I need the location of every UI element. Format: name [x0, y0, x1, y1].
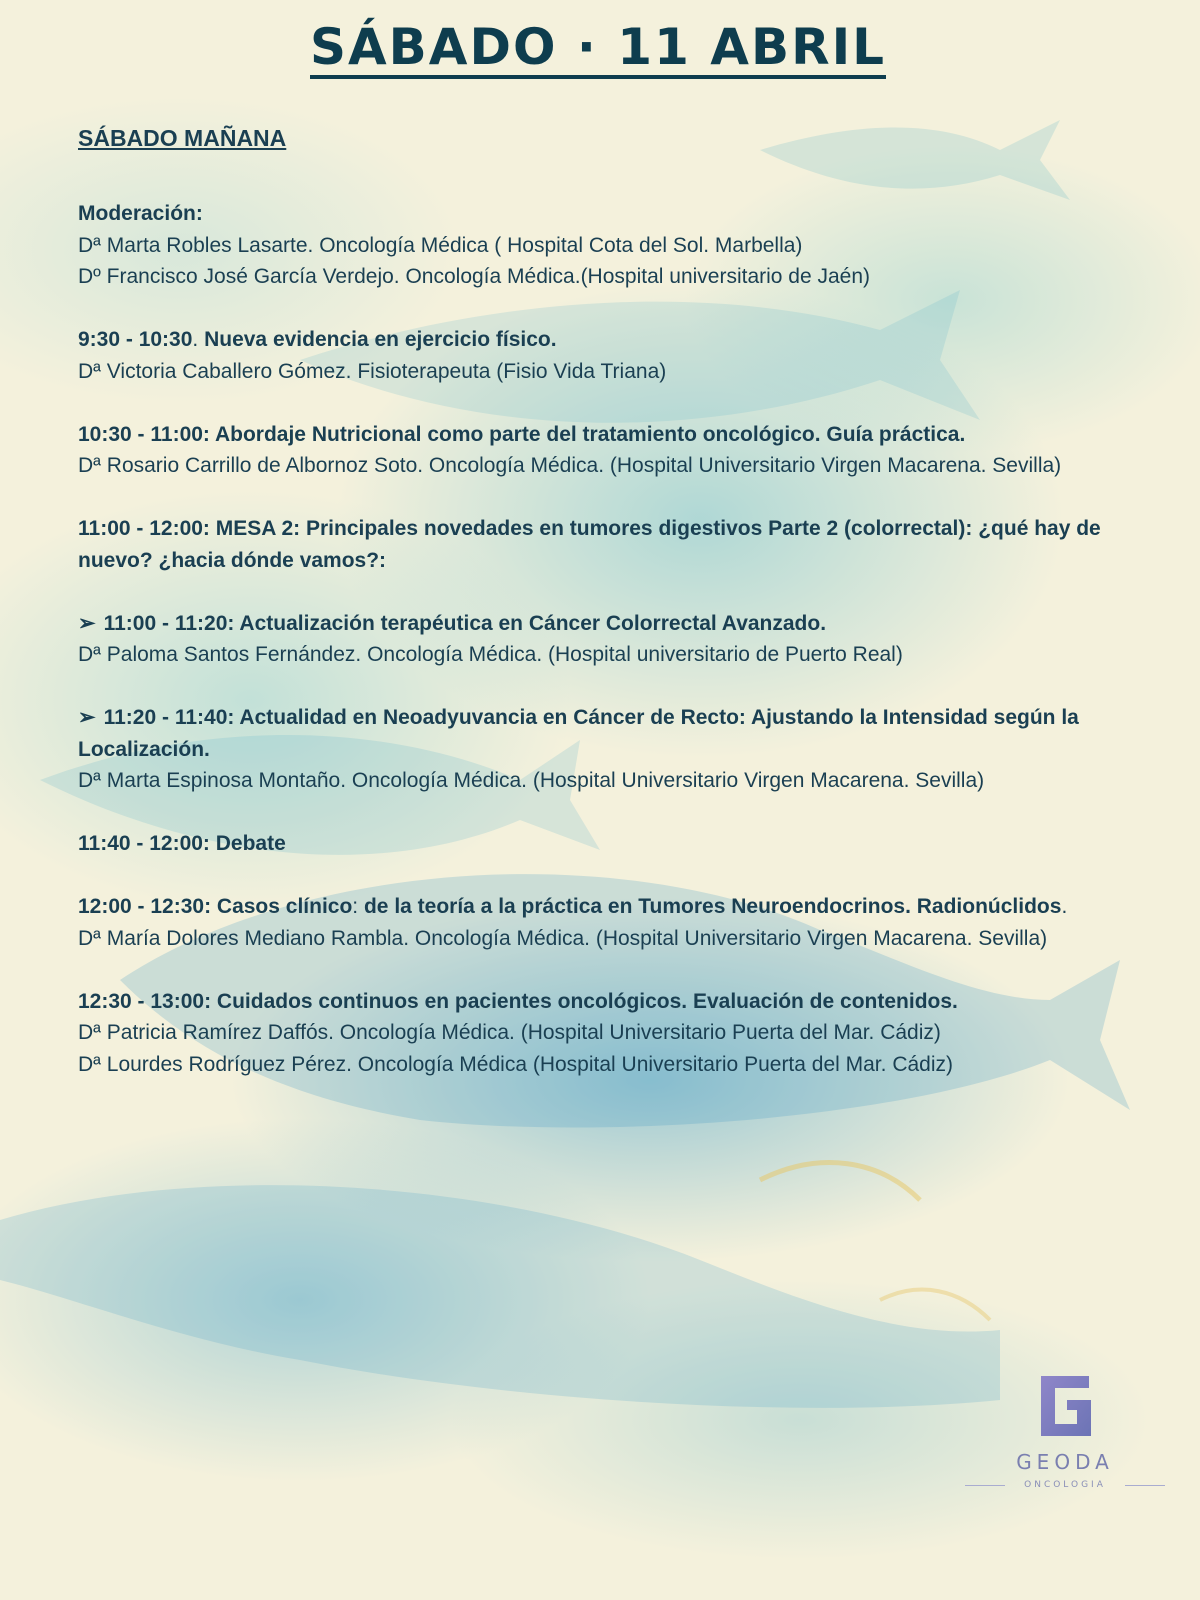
speaker: Dª Paloma Santos Fernández. Oncología Médica. (Hospital universitario de Puerto Real): [78, 643, 903, 666]
arrow-bullet-icon: ➢: [78, 611, 96, 635]
session-heading: 11:00 - 12:00: MESA 2: Principales novedades en tumores digestivos Parte 2 (colorrectal): ¿qué hay de nuevo? ¿hacia dónde vamos?:: [78, 517, 1101, 572]
session-heading: 12:00 - 12:30: Casos clínico: de la teoría a la práctica en Tumores Neuroendocrinos. Radionúclidos.: [78, 895, 1068, 918]
speaker: Dª Marta Espinosa Montaño. Oncología Médica. (Hospital Universitario Virgen Macarena. Sevilla): [78, 769, 985, 792]
logo-subtitle: ONCOLOGIA: [1024, 1480, 1106, 1490]
logo-divider: [1125, 1485, 1165, 1486]
session-heading: ➢ 11:20 - 11:40: Actualidad en Neoadyuvancia en Cáncer de Recto: Ajustando la Intensidad según la Localización.: [78, 706, 1079, 761]
program-body: [78, 198, 1138, 1080]
speaker: Dª Patricia Ramírez Daffós. Oncología Médica. (Hospital Universitario Puerta del Mar. Cádiz): [78, 1021, 941, 1044]
moderator: Dº Francisco José García Verdejo. Oncología Médica.(Hospital universitario de Jaén): [78, 265, 871, 288]
session-heading: 11:40 - 12:00: Debate: [78, 832, 286, 855]
session-heading: 12:30 - 13:00: Cuidados continuos en pacientes oncológicos. Evaluación de contenidos.: [78, 989, 958, 1013]
speaker: Dª María Dolores Mediano Rambla. Oncología Médica. (Hospital Universitario Virgen Macarena. Sevilla): [78, 926, 1048, 950]
arrow-bullet-icon: ➢: [78, 706, 96, 729]
geoda-g-icon: [1035, 1370, 1097, 1440]
session-heading: 10:30 - 11:00: Abordaje Nutricional como parte del tratamiento oncológico. Guía práctica.: [78, 422, 966, 446]
section-heading: SÁBADO MAÑANA: [78, 125, 287, 151]
logo-name: GEODA: [1016, 1450, 1114, 1474]
moderation-label: Moderación:: [78, 202, 203, 225]
session-heading: 9:30 - 10:30. Nueva evidencia en ejercicio físico.: [78, 328, 557, 351]
speaker: Dª Victoria Caballero Gómez. Fisioterapeuta (Fisio Vida Triana): [78, 359, 667, 383]
moderator: Dª Marta Robles Lasarte. Oncología Médica ( Hospital Cota del Sol. Marbella): [78, 233, 803, 257]
geoda-logo: [985, 1370, 1145, 1490]
page-title: SÁBADO · 11 ABRIL: [78, 18, 1118, 79]
speaker: Dª Lourdes Rodríguez Pérez. Oncología Médica (Hospital Universitario Puerta del Mar. Cádiz): [78, 1052, 953, 1076]
session-heading: ➢ 11:00 - 11:20: Actualización terapéutica en Cáncer Colorrectal Avanzado.: [78, 611, 827, 635]
speaker: Dª Rosario Carrillo de Albornoz Soto. Oncología Médica. (Hospital Universitario Virgen Macarena. Sevilla): [78, 454, 1062, 477]
